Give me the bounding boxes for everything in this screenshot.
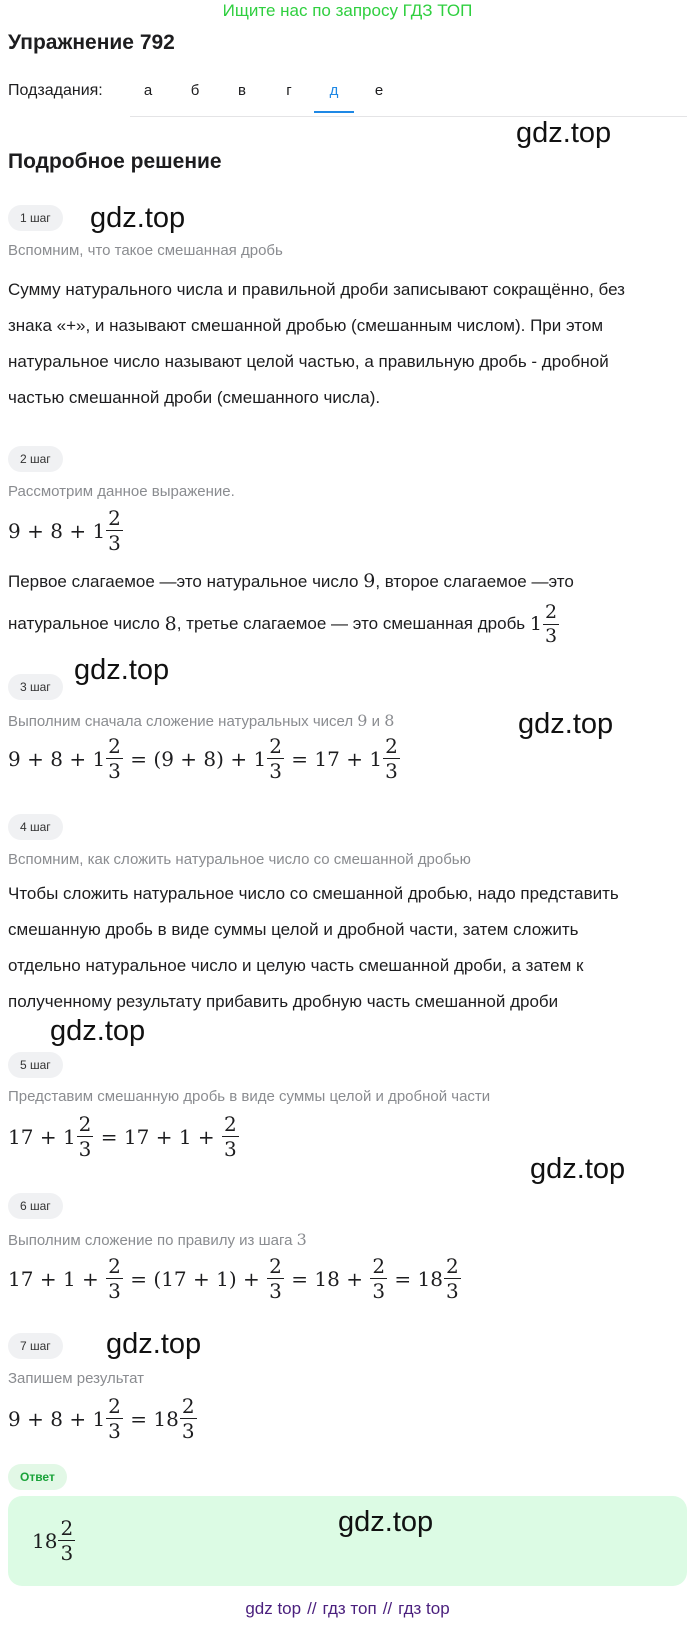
- tab-a[interactable]: а: [143, 82, 153, 99]
- answer-value: 18 $\frac{2}{3}$: [32, 1516, 74, 1565]
- step-1-badge: 1 шаг: [8, 205, 63, 231]
- answer-badge: Ответ: [8, 1464, 67, 1490]
- step-4-badge: 4 шаг: [8, 814, 63, 840]
- footer-link[interactable]: gdz top: [245, 1599, 302, 1618]
- step-2-badge: 2 шаг: [8, 446, 63, 472]
- watermark: gdz.top: [50, 1015, 146, 1047]
- text-line: отдельно натуральное число и целую часть смешанной дроби, а затем к: [8, 956, 584, 975]
- step-4-text: [8, 876, 688, 1020]
- tab-v[interactable]: в: [238, 82, 246, 99]
- text-line: натуральное число называют целой частью, а правильную дробь - дробной: [8, 352, 609, 371]
- subtasks-label: Подзадания:: [8, 82, 103, 99]
- step-5-hint: Представим смешанную дробь в виде суммы целой и дробной части: [8, 1088, 491, 1105]
- step-2-hint: Рассмотрим данное выражение.: [8, 483, 235, 500]
- step-7-badge: 7 шаг: [8, 1333, 63, 1359]
- step-5-badge: 5 шаг: [8, 1052, 63, 1078]
- step-7-hint: Запишем результат: [8, 1370, 144, 1387]
- page-title: Упражнение 792: [8, 31, 175, 54]
- tab-g[interactable]: г: [286, 82, 292, 99]
- step-3-badge: 3 шаг: [8, 674, 63, 700]
- text-line: смешанную дробь в виде суммы целой и дробной части, затем сложить: [8, 920, 579, 939]
- watermark: gdz.top: [518, 708, 614, 740]
- step-1-text: [8, 272, 688, 416]
- text-line: Сумму натурального числа и правильной дроби записывают сокращённо, без: [8, 280, 625, 299]
- text-line: частью смешанной дроби (смешанного числа).: [8, 388, 381, 407]
- text-line: полученному результату прибавить дробную часть смешанной дроби: [8, 992, 559, 1011]
- watermark: gdz.top: [516, 117, 612, 149]
- subtasks-tabs: [130, 74, 687, 117]
- solution-heading: Подробное решение: [8, 150, 222, 173]
- step-3-hint: Выполним сначала сложение натуральных чисел 9 и 8: [8, 711, 395, 730]
- search-banner: Ищите нас по запросу ГДЗ ТОП: [222, 1, 473, 20]
- watermark: gdz.top: [338, 1506, 434, 1538]
- footer-link[interactable]: гдз топ: [322, 1599, 377, 1618]
- text-line: натуральное число 8 , третье слагаемое — это смешанная дробь 1 $\frac{2}{3}$: [8, 600, 558, 647]
- tab-e[interactable]: е: [374, 82, 384, 99]
- step-7-expression: 9 + 8 + 1 $\frac{2}{3}$ = 18 $\frac{2}{3}$: [8, 1394, 195, 1443]
- footer-link[interactable]: гдз top: [398, 1599, 450, 1618]
- watermark: gdz.top: [530, 1153, 626, 1185]
- tab-b[interactable]: б: [190, 82, 200, 99]
- step-6-expression: 17 + 1 + $\frac{2}{3}$ = ( 17 + 1 ) + $\frac{2}{3}$ = 18 + $\frac{2}{3}$ = 18 $\frac{2}{3}$: [8, 1254, 459, 1303]
- tab-d[interactable]: д: [314, 82, 354, 113]
- watermark: gdz.top: [74, 654, 170, 686]
- step-3-expression: 9 + 8 + 1 $\frac{2}{3}$ = ( 9 + 8 ) + 1 $\frac{2}{3}$ = 17 + 1 $\frac{2}{3}$: [8, 734, 398, 783]
- step-4-hint: Вспомним, как сложить натуральное число со смешанной дробью: [8, 851, 471, 868]
- step-2-expression: 9 + 8 + 1 $\frac{2}{3}$: [8, 506, 121, 555]
- watermark: gdz.top: [90, 202, 186, 234]
- text-line: знака «+», и называют смешанной дробью (смешанным числом). При этом: [8, 316, 603, 335]
- watermark: gdz.top: [106, 1328, 202, 1360]
- step-6-badge: 6 шаг: [8, 1193, 63, 1219]
- text-line: Первое слагаемое —это натуральное число 9, второе слагаемое —это: [8, 570, 574, 592]
- step-5-expression: 17 + 1 $\frac{2}{3}$ = 17 + 1 + $\frac{2}{3}$: [8, 1112, 237, 1161]
- step-6-hint: Выполним сложение по правилу из шага 3: [8, 1230, 307, 1249]
- step-1-hint: Вспомним, что такое смешанная дробь: [8, 242, 283, 259]
- step-2-text: [8, 563, 688, 648]
- text-line: Чтобы сложить натуральное число со смешанной дробью, надо представить: [8, 884, 619, 903]
- footer-links: gdz top // гдз топ // гдз top: [245, 1599, 450, 1618]
